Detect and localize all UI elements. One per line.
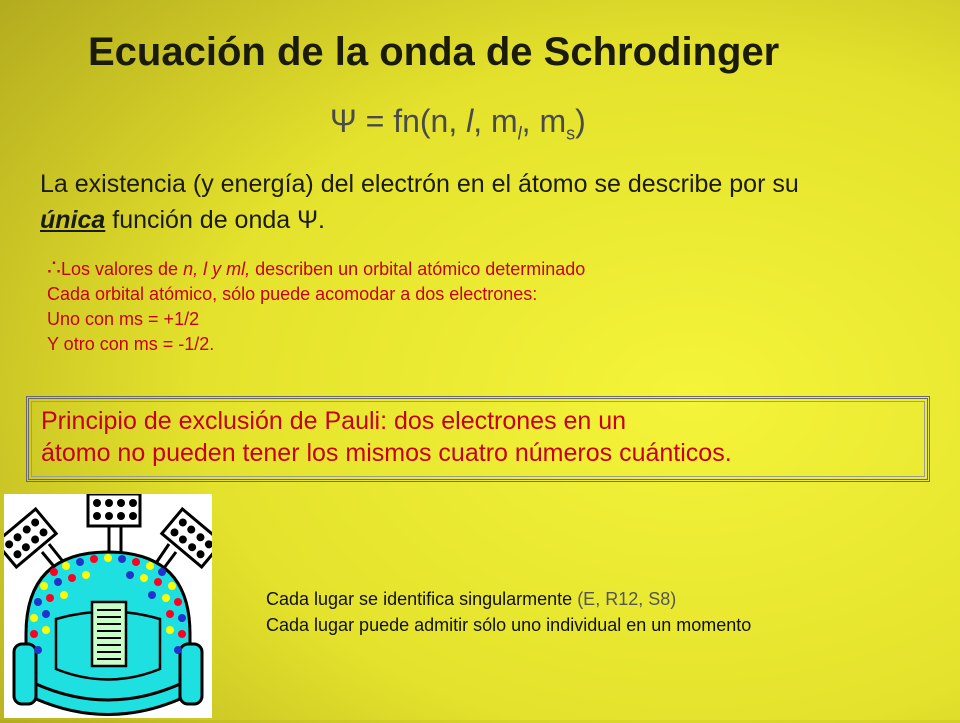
formula-mid: , m xyxy=(473,103,518,139)
note-1a: Los valores de xyxy=(61,259,184,279)
analogy-line-1a: Cada lugar se identifica singularmente xyxy=(266,589,578,609)
orbital-notes xyxy=(47,255,807,357)
note-1-vars: n, l y ml, xyxy=(183,259,251,279)
stadium-illustration xyxy=(4,494,212,718)
orbital-note-line-4: Y otro con ms = -1/2. xyxy=(47,334,215,354)
slide-title: Ecuación de la onda de Schrodinger xyxy=(88,30,780,74)
orbital-note-line-1 xyxy=(47,255,807,282)
analogy-line-1 xyxy=(266,586,836,612)
orbital-note-line-2: Cada orbital atómico, sólo puede acomodar a dos electrones: xyxy=(47,284,538,304)
pauli-principle-box xyxy=(26,396,930,482)
note-1b: describen un orbital atómico determinado xyxy=(250,259,586,279)
pauli-line-1: Principio de exclusión de Pauli: dos electrones en un xyxy=(41,407,627,435)
stadium-icon xyxy=(4,494,212,718)
pauli-line-2: átomo no pueden tener los mismos cuatro números cuánticos. xyxy=(41,439,732,467)
therefore-symbol: ∴ xyxy=(47,255,61,280)
psi-symbol: Ψ xyxy=(330,103,357,139)
formula-equals: = fn(n, xyxy=(356,103,467,139)
wave-function-formula xyxy=(330,103,586,144)
orbital-note-line-3: Uno con ms = +1/2 xyxy=(47,309,200,329)
formula-ml-sub: l xyxy=(517,123,522,144)
pauli-principle-text xyxy=(41,405,915,469)
intro-part2: función de onda xyxy=(105,206,298,234)
intro-psi: Ψ. xyxy=(297,206,325,234)
intro-part1: La existencia (y energía) del electrón en el átomo se describe por su xyxy=(40,170,799,198)
formula-l: l xyxy=(466,103,474,139)
analogy-notes xyxy=(266,586,836,638)
intro-paragraph xyxy=(40,166,840,238)
analogy-line-2: Cada lugar puede admitir sólo uno individual en un momento xyxy=(266,615,752,635)
formula-close: ) xyxy=(575,103,586,139)
formula-ms-sub: s xyxy=(566,123,576,144)
formula-sep: , m xyxy=(521,103,567,139)
analogy-seat-example: (E, R12, S8) xyxy=(577,589,677,609)
intro-emphasis: única xyxy=(40,206,106,234)
